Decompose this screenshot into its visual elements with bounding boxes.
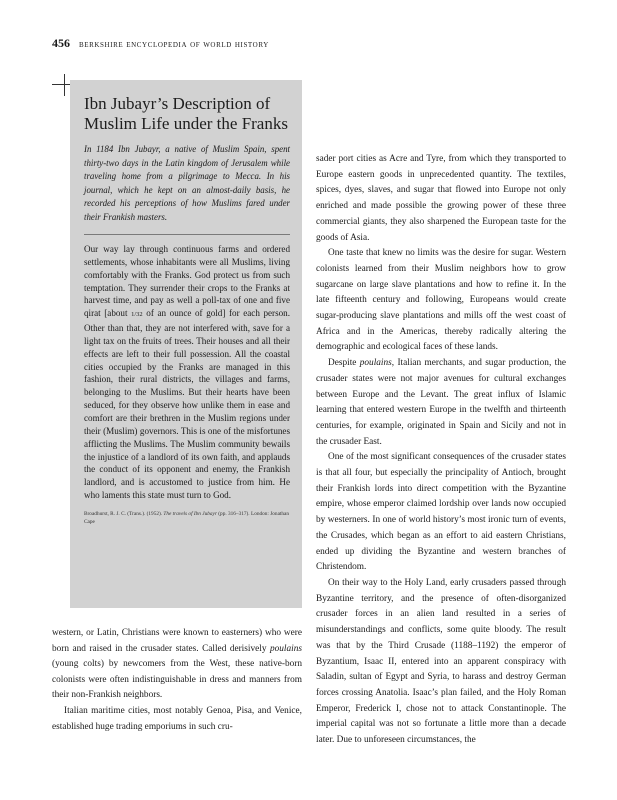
sidebar-quote-fraction: 1/32 — [131, 311, 143, 319]
sidebar-box — [70, 80, 302, 608]
sidebar-divider — [84, 234, 290, 235]
left-p1-italic-term: poulains — [269, 643, 302, 654]
left-paragraph-1 — [52, 626, 302, 704]
left-paragraph-2: Italian maritime cities, most notably Genoa, Pisa, and Venice, established huge trading emporiums in such cru- — [52, 705, 302, 732]
citation-author: Broadhurst, R. J. C. (Trans.). (1952). — [84, 510, 164, 517]
right-p3-italic-term: poulains — [359, 358, 392, 369]
citation-title: The travels of Ibn Jubayr — [163, 510, 217, 517]
sidebar-title: Ibn Jubayr’s Description of Muslim Life under the Franks — [84, 94, 288, 133]
sidebar-quote-part-2: of an ounce of gold] for each person. Other than that, they are not interfered with, save for a light tax on the fruits of trees. Their houses and all their effects are left to their full possession. All the coastal cities occupied by the Franks are managed in this fashion, their rural districts, the villages and farms, belonging to the Muslims. But their hearts have been seduced, for they observe how unlike them in ease and comfort are their brethren in the Muslim regions under their (Muslim) governors. This is one of the misfortunes afflicting the Muslims. The Muslim community bewails the injustice of a landlord of its own faith, and applauds the conduct of its opponent and enemy, the Frankish landlord, and is accustomed to justice from him. He who laments this state must turn to God. — [84, 308, 290, 501]
publication-title: berkshire encyclopedia of world history — [78, 40, 269, 50]
citation-details: (pp. 316–317). London: Jonathan Cape — [84, 510, 290, 525]
left-p1-part-1: western, or Latin, Christians were known to easterners) who were born and raised in the crusader states. Called derisively — [52, 628, 302, 654]
page-number: 456 — [52, 36, 70, 50]
right-p3-part-2: , Italian merchants, and sugar production, the crusader states were not major avenues for cultural exchanges between Europe and the Levant. The great influx of Islamic learning that entered western Europe in the twelfth and thirteenth centuries, for example, originated in Spain and Sicily and not in the crusader East. — [316, 358, 566, 447]
left-column — [52, 626, 302, 735]
sidebar-citation — [84, 510, 290, 526]
sidebar-quote-part-1: Our way lay through continuous farms and ordered settlements, whose inhabitants were all Muslims, living comfortably with the Franks. God protect us from such temptation. They surrender their crops to the Franks at harvest time, and pay as well a poll-tax of one and five qirat [about — [84, 244, 290, 319]
right-column — [316, 152, 566, 749]
right-paragraph-2: One taste that knew no limits was the desire for sugar. Western colonists learned from their Muslim neighbors how to grow sugarcane on large slave plantations and how to refine it. In the late fifteenth century and following, Europeans would create sugar-producing slave plantations and mills off the west coast of Africa and in the Americas, thereby radically altering the demographic and ecological faces of these lands. — [316, 248, 566, 353]
right-p3-part-1: Despite — [328, 358, 360, 369]
sidebar-intro: In 1184 Ibn Jubayr, a native of Muslim Spain, spent thirty-two days in the Latin kingdom of Jerusalem while traveling home from a pilgrimage to Mecca. In his journal, which he kept on an almost-daily basis, he recorded his perceptions of how Muslims fared under their Frankish masters. — [84, 144, 290, 222]
right-paragraph-3 — [316, 356, 566, 450]
sidebar-crop-mark-vertical — [64, 74, 65, 96]
running-head — [52, 36, 269, 51]
right-paragraph-5: On their way to the Holy Land, early crusaders passed through Byzantine territory, and the presence of often-disorganized crusader forces in an alien land resulted in a series of misunderstandings and conflicts, some quite bloody. The result was that by the Third Crusade (1188–1192) the emperor of Byzantium, Isaac II, entered into an apparent conspiracy with Saladin, sultan of Egypt and Syria, to harass and destroy German forces crossing Anatolia. Isaac’s plan failed, and the Holy Roman Emperor, Frederick I, chose not to attack Constantinople. The imperial capital was not so fortunate a little more than a decade later. Due to unforeseen circumstances, the — [316, 577, 566, 746]
right-paragraph-4: One of the most significant consequences of the crusader states is that all four, but especially the principality of Antioch, brought their Frankish lords into direct competition with the Byzantine empire, whose emperor claimed lordship over lands now occupied by westerners. In one of world history’s most ironic turn of events, the Crusades, which began as an effort to aid eastern Christians, ended up dividing the Byzantine and western branches of Christendom. — [316, 452, 566, 573]
right-paragraph-1: sader port cities as Acre and Tyre, from which they transported to Europe eastern goods in unprecedented quantity. The textiles, spices, dyes, slaves, and sugar that flowed into Europe not only enriched and made possible the growing power of these three commercial giants, they also sharpened the European taste for the goods of Asia. — [316, 154, 566, 243]
sidebar-quote — [84, 243, 290, 502]
left-p1-part-2: (young colts) by newcomers from the West, these native-born colonists were often indistinguishable in dress and manners from their non-Frankish neighbors. — [52, 659, 302, 701]
